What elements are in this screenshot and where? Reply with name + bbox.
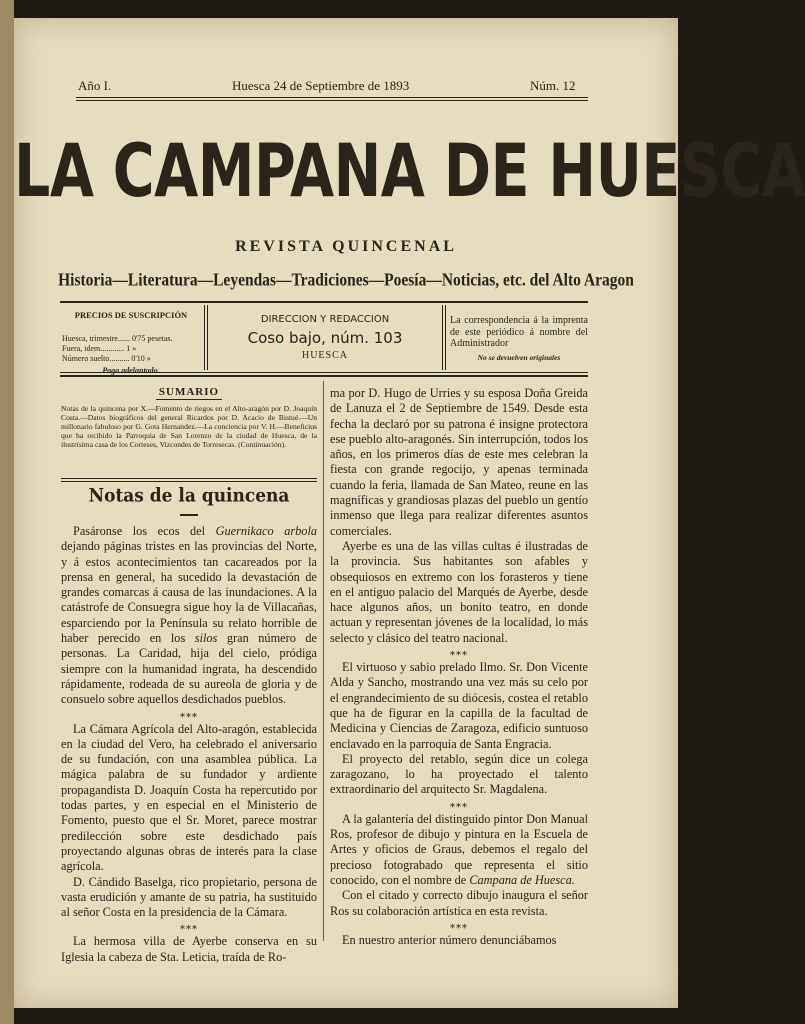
left-column	[61, 524, 317, 965]
originals-note: No se devuelven originales	[477, 352, 561, 362]
info-bar-top-rule	[60, 301, 588, 303]
newspaper-page	[14, 18, 805, 1008]
prices-title: PRECIOS DE SUSCRIPCIÓN	[74, 310, 188, 320]
notas-heading: Notas de la quincena	[88, 485, 290, 507]
prices-note: Pago adelantado.	[102, 366, 160, 375]
section-separator: ⁎⁎⁎	[180, 708, 198, 720]
sumario-section	[61, 386, 317, 449]
sumario-text: Notas de la quincena por X.—Fomento de riegos en el Alto-aragón por D. Joaquín Costa.—Datos biográficos del general Ricardos por D. Acacio de Bistué.—Un millonario fabuloso por G. Gota Hernandez.—La conciencia por V. H.—Beneficios que ha recibido la Parroquia de San Lorenzo de la ciudad de Huesca, de la ilustrísima casa de los Corteses, Vizcondes de Torresecas. (Continuación).	[61, 404, 317, 449]
paragraph: El proyecto del retablo, según dice un colega zaragozano, lo ha proyectado el talento extraordinario del arquitecto Sr. Magdalena.	[330, 751, 588, 797]
sumario-heading: SUMARIO	[158, 386, 220, 398]
price-row: Fuera, idem............ 1 »	[62, 344, 137, 353]
paragraph: A la galantería del distinguido pintor Don Manual Ros, profesor de dibujo y pintura en la Escuela de Artes y oficios de Graus, debemos el regalo del precioso fotograbado que representa el sitio conocido, con el nombre de Campana de Huesca.	[330, 811, 588, 887]
masthead-title: LA CAMPANA DE HUESCA	[14, 129, 805, 215]
paragraph: En nuestro anterior número denunciábamos	[342, 932, 557, 947]
right-column	[330, 386, 588, 948]
section-separator: ⁎⁎⁎	[450, 919, 468, 931]
column-divider	[323, 381, 324, 941]
masthead-subtitle: REVISTA QUINCENAL	[235, 238, 457, 255]
sumario-rule	[61, 478, 317, 479]
year-label: Año I.	[78, 78, 112, 93]
sumario-rule-2	[61, 481, 317, 482]
info-bar-divider-2	[442, 305, 443, 370]
paragraph: La hermosa villa de Ayerbe conserva en su Iglesia la cabeza de Sta. Leticia, traída de Ro-	[61, 934, 317, 964]
prices-list	[62, 334, 200, 364]
masthead-tagline: Historia—Literatura—Leyendas—Tradiciones—Poesía—Noticias, etc. del Alto Aragon	[58, 270, 634, 291]
notas-ornament	[180, 514, 198, 516]
info-bar-divider-2b	[445, 305, 446, 370]
redaccion-title: DIRECCION Y REDACCION	[260, 314, 390, 325]
issue-date: Huesca 24 de Septiembre de 1893	[232, 78, 410, 93]
redaccion-box	[210, 304, 440, 374]
prices-box	[62, 304, 200, 374]
section-separator: ⁎⁎⁎	[450, 798, 468, 810]
paragraph: D. Cándido Baselga, rico propietario, persona de vasta erudición y amante de su patria, ha sustituido al señor Costa en la presidencia de la Cámara.	[61, 874, 317, 920]
paragraph: El virtuoso y sabio prelado Ilmo. Sr. Don Vicente Alda y Sancho, mostrando una vez más su celo por el engrandecimiento de su diócesis, costea el retablo que ha de figurar en la capilla de la facultad de Medicina y Ciencias de Zaragoza, edificio suntuoso enclavado en la parroquia de Santa Engracia.	[330, 660, 588, 751]
info-bar-divider-1b	[207, 305, 208, 370]
header-rule	[76, 97, 588, 98]
price-row: Huesca, trimestre...... 0'75 pesetas.	[62, 334, 173, 343]
header-rule-2	[76, 100, 588, 101]
book-spine	[0, 0, 14, 1024]
paragraph: La Cámara Agrícola del Alto-aragón, establecida en la ciudad del Vero, ha celebrado el aniversario de su fundación, con una asamblea pública. La mágica palabra de su fundador y ardiente propagandista D. Joaquín Costa ha repercutido por todas partes, y en especial en el Ministerio de Fomento, puesto que el Sr. Moret, parece mostrar predilección sobre este desdichado país proyectando algunas obras de interés para la clase agrícola.	[61, 721, 317, 874]
paragraph: Ayerbe es una de las villas cultas é ilustradas de la provincia. Sus habitantes son afables y obsequiosos en extremo con los forasteros y tiene en el antiguo palacio del Marqués de Ayerbe, desde hace algunos años, un bonito teatro, en donde actuan y representan jóvenes de la localidad, lo más selecto y clásico del teatro nacional.	[330, 538, 588, 645]
correspondence-text: La correspondencia á la imprenta de este periódico á nombre del Administrador	[450, 315, 588, 349]
city: HUESCA	[301, 350, 348, 361]
issue-number: Núm. 12	[530, 78, 576, 93]
paragraph: ma por D. Hugo de Urries y su esposa Doña Greida de Lanuza el 2 de Septiembre de 1549. Desde esta fecha la declaró por su patrona é insigne protectora ese pueblo alto-aragonés. Sin interrupción, todos los años, en los primeros días de este mes celebran la fiesta con grande regocijo, y apenas terminada cuando la feria, llamada de San Mateo, reune en las magníficas y grandiosas plazas del pueblo un gentío inmenso que llega para realizar diferentes asuntos comerciales.	[330, 386, 588, 538]
section-separator: ⁎⁎⁎	[450, 647, 468, 659]
address: Coso bajo, núm. 103	[247, 329, 403, 347]
paragraph: Con el citado y correcto dibujo inaugura el señor Ros su colaboración artística en esta revista.	[330, 888, 588, 918]
correspondence-box	[450, 304, 588, 374]
info-bar-divider-1	[204, 305, 205, 370]
paragraph: Pasáronse los ecos del Guernikaco arbola dejando páginas tristes en las provincias del Norte, y á estos acontecimientos tan cacareados por la prensa en general, ha sucedido la devastación de grandes comarcas á causa de las inundaciones. A la catástrofe de Consuegra sigue hoy la de Villacañas, esparciendo por la Península su relato horrible de haber perecido en los silos gran número de personas. La Caridad, hija del cielo, pródiga siempre con la humanidad ingrata, ha descendido rápidamente, rodeada de su aureola de gloria y de consuelo sobre aquellos desdichados pueblos.	[61, 524, 318, 707]
section-separator: ⁎⁎⁎	[180, 921, 198, 933]
price-row: Número suelto.......... 0'10 »	[62, 354, 151, 363]
sumario-underline	[156, 399, 222, 400]
